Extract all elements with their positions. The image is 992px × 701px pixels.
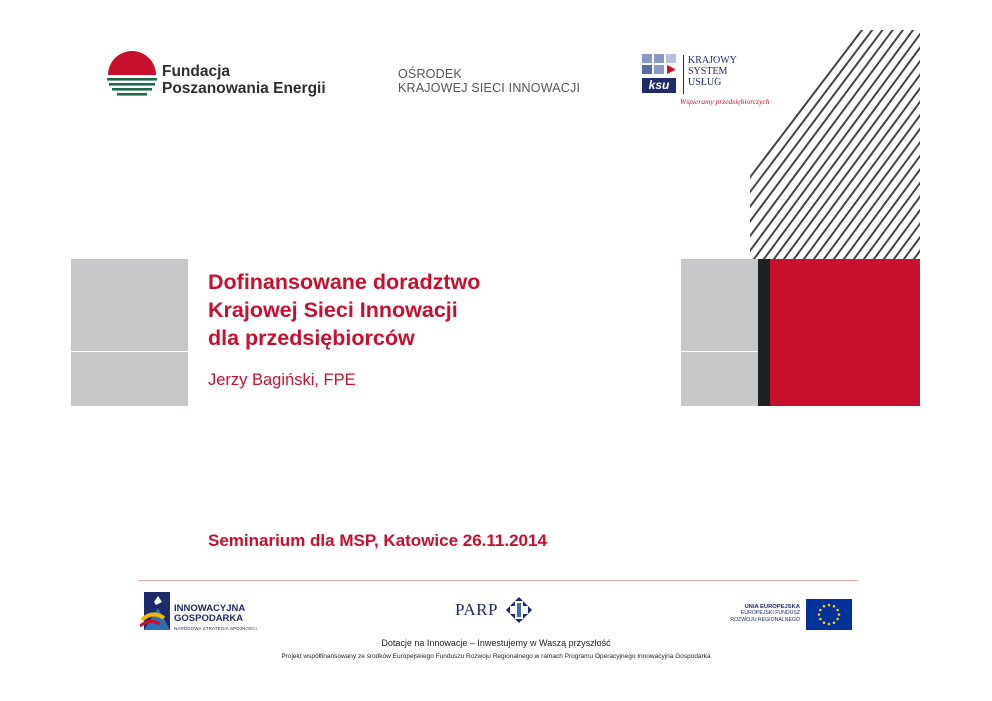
ksu-divider (683, 55, 684, 94)
footer-slogan: Dotacje na Innowacje – Inwestujemy w Waszą przyszłość (381, 638, 611, 648)
innowacyjna-gospodarka-logo-icon (140, 592, 172, 632)
title-line2: Krajowej Sieci Innowacji (208, 298, 458, 322)
footer-funding-note: Projekt współfinansowany ze środków Europejskiego Funduszu Rozwoju Regionalnego w ramach Programu Operacyjnego Innowacyjna Gospodarka (281, 653, 711, 660)
seminar-line: Seminarium dla MSP, Katowice 26.11.2014 (208, 531, 547, 550)
title-line3: dla przedsiębiorców (208, 326, 415, 350)
title-band-red-block (770, 259, 920, 406)
ue-line2: EUROPEJSKI FUNDUSZ (740, 610, 800, 617)
title-band-left-grey-top (71, 259, 188, 351)
ig-line1: INNOWACYJNA (174, 603, 246, 614)
title-band-right-grey-bottom (681, 352, 758, 406)
ksu-tagline: Wspieramy przedsiębiorczych (680, 97, 770, 106)
ig-line2: GOSPODARKA (174, 613, 244, 624)
ksu-line3: USŁUG (688, 77, 722, 88)
presentation-title (208, 268, 480, 352)
parp-logo-text: PARP (455, 600, 498, 619)
fpe-logo-name (162, 63, 326, 97)
author-name: Jerzy Bagiński, FPE (208, 371, 356, 389)
eu-flag-icon (806, 599, 852, 630)
oksi-line2: KRAJOWEJ SIECI INNOWACJI (398, 80, 581, 95)
title-band-dark-stripe (758, 259, 770, 406)
parp-logo-icon (506, 597, 532, 623)
oksi-line1: OŚRODEK (398, 67, 462, 81)
title-band-left-grey-bottom (71, 352, 188, 406)
fpe-logo-icon (104, 50, 160, 100)
eu-fund-label (708, 604, 800, 623)
footer-divider (138, 580, 858, 581)
decorative-hatch-pattern (750, 0, 992, 262)
innowacyjna-gospodarka-sub: NARODOWA STRATEGIA SPÓJNOŚCI (174, 626, 257, 631)
ksu-mark: ksu (648, 78, 670, 92)
ue-line1: UNIA EUROPEJSKA (744, 604, 800, 610)
fpe-name-line1: Fundacja (162, 63, 231, 80)
fpe-name-line2: Poszanowania Energii (162, 80, 326, 97)
ksu-line2: SYSTEM (688, 66, 728, 77)
title-line1: Dofinansowane doradztwo (208, 270, 481, 294)
ksu-line1: KRAJOWY (688, 55, 737, 66)
ksu-name (688, 55, 737, 88)
innowacyjna-gospodarka-name (174, 604, 245, 624)
ue-line3: ROZWOJU REGIONALNEGO (730, 616, 800, 623)
title-band-right-grey-top (681, 259, 758, 351)
oksi-label (398, 68, 580, 95)
